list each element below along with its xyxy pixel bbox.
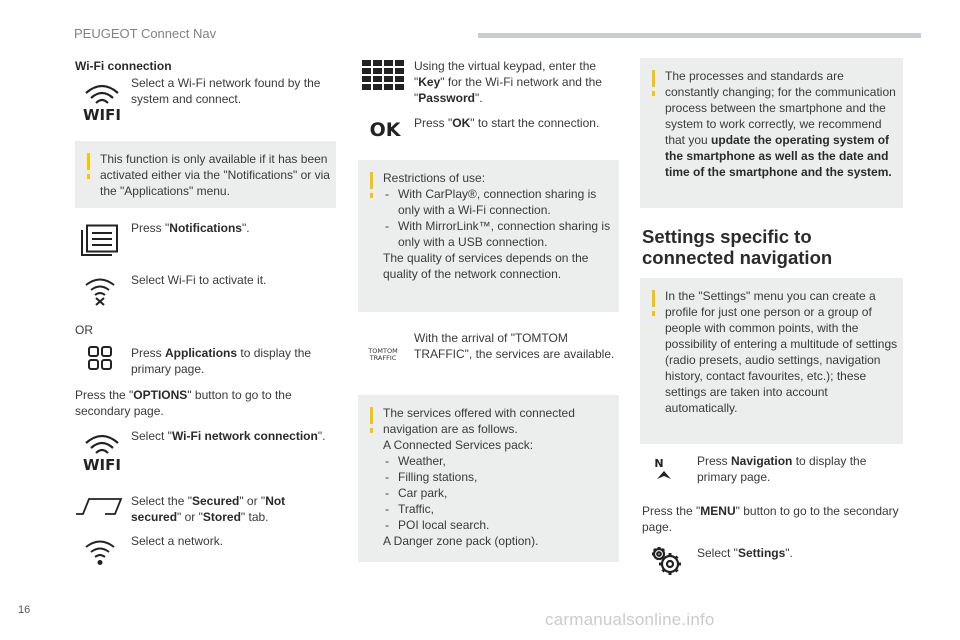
applications-grid-icon	[87, 345, 113, 371]
service-item: - Car park,	[383, 485, 615, 501]
wifi-connection-title: Wi-Fi connection	[75, 59, 172, 73]
select-wifi-network-connection-text: Select "Wi-Fi network connection".	[131, 429, 326, 443]
notifications-icon	[81, 224, 119, 256]
danger-zone-text: A Danger zone pack (option).	[383, 534, 539, 548]
wifi-logo-icon-2	[80, 430, 124, 472]
restriction-item: - With MirrorLink™, connection sharing is only with a USB connection.	[383, 218, 615, 250]
service-item: - POI local search.	[383, 517, 615, 533]
press-notifications-text: Press "Notifications".	[131, 221, 250, 235]
quality-text: The quality of services depends on the quality of the network connection.	[383, 251, 589, 281]
section-title: Settings specific to connected navigation	[642, 226, 833, 268]
press-ok-text: Press "OK" to start the connection.	[414, 116, 600, 130]
service-item: - Weather,	[383, 453, 615, 469]
tab-shape-icon	[75, 496, 123, 516]
ok-icon	[367, 116, 403, 140]
info-note-availability	[75, 141, 336, 208]
service-item: - Traffic,	[383, 501, 615, 517]
svg-text:N: N	[654, 457, 664, 470]
update-note-emphasis: update the operating system of the smartphone as well as the date and time of the smartphone and the system.	[665, 133, 892, 179]
or-text: OR	[75, 323, 93, 337]
wifi-off-icon	[84, 276, 116, 306]
settings-note-text: In the "Settings" menu you can create a profile for just one person or a group of people with common points, with the possibility of entering a multitude of settings (radio presets, audio settings, navigation history, contact favourites, etc.); these settings are taken into account automatically.	[665, 289, 898, 415]
keypad-instructions-text: Using the virtual keypad, enter the "Key" for the Wi-Fi network and the "Password".	[414, 59, 602, 105]
select-network-text: Select a network.	[131, 534, 224, 548]
navigation-north-icon	[651, 455, 673, 481]
services-intro: The services offered with connected navigation are as follows.	[383, 406, 575, 436]
svg-text:TOMTOM: TOMTOM	[368, 347, 398, 355]
header-bar	[478, 33, 921, 38]
info-note-services	[358, 395, 619, 562]
press-menu-text: Press the "MENU" button to go to the secondary page.	[642, 504, 899, 534]
press-options-text: Press the "OPTIONS" button to go to the secondary page.	[75, 388, 292, 418]
settings-gears-icon	[650, 545, 684, 577]
keypad-icon	[362, 60, 404, 90]
restrictions-title: Restrictions of use:	[383, 171, 486, 185]
select-secured-tab-text: Select the "Secured" or "Not secured" or "Stored" tab.	[131, 494, 286, 524]
info-note-restrictions	[358, 160, 619, 312]
info-note-update	[640, 58, 903, 208]
wifi-logo-icon	[80, 80, 124, 122]
info-note-settings	[640, 278, 903, 444]
page-number: 16	[18, 604, 31, 616]
select-settings-text: Select "Settings".	[697, 546, 793, 560]
select-wifi-activate-text: Select Wi-Fi to activate it.	[131, 273, 267, 287]
svg-text:TRAFFIC: TRAFFIC	[369, 354, 397, 362]
restriction-item: - With CarPlay®, connection sharing is only with a Wi-Fi connection.	[383, 186, 615, 218]
tomtom-traffic-icon	[362, 345, 404, 363]
watermark: carmanualsonline.info	[545, 610, 715, 629]
info-note-text: This function is only available if it has been activated either via the "Notifications" or via the "Applications" menu.	[100, 152, 330, 198]
update-note-text: The processes and standards are constantly changing; for the communication process between the smartphone and the system to work correctly, we recommend that you	[665, 69, 896, 147]
wifi-signal-icon	[84, 538, 116, 566]
select-wifi-text: Select a Wi-Fi network found by the system and connect.	[131, 76, 321, 106]
press-applications-text: Press Applications to display the primary page.	[131, 346, 312, 376]
press-navigation-text: Press Navigation to display the primary page.	[697, 454, 867, 484]
svg-text:WIFI: WIFI	[83, 106, 121, 122]
page-header-title: PEUGEOT Connect Nav	[74, 26, 217, 41]
svg-text:WIFI: WIFI	[83, 456, 121, 472]
tomtom-traffic-text: With the arrival of "TOMTOM TRAFFIC", the services are available.	[414, 331, 615, 361]
svg-text:OK: OK	[369, 119, 401, 140]
services-pack-title: A Connected Services pack:	[383, 438, 534, 452]
service-item: - Filling stations,	[383, 469, 615, 485]
